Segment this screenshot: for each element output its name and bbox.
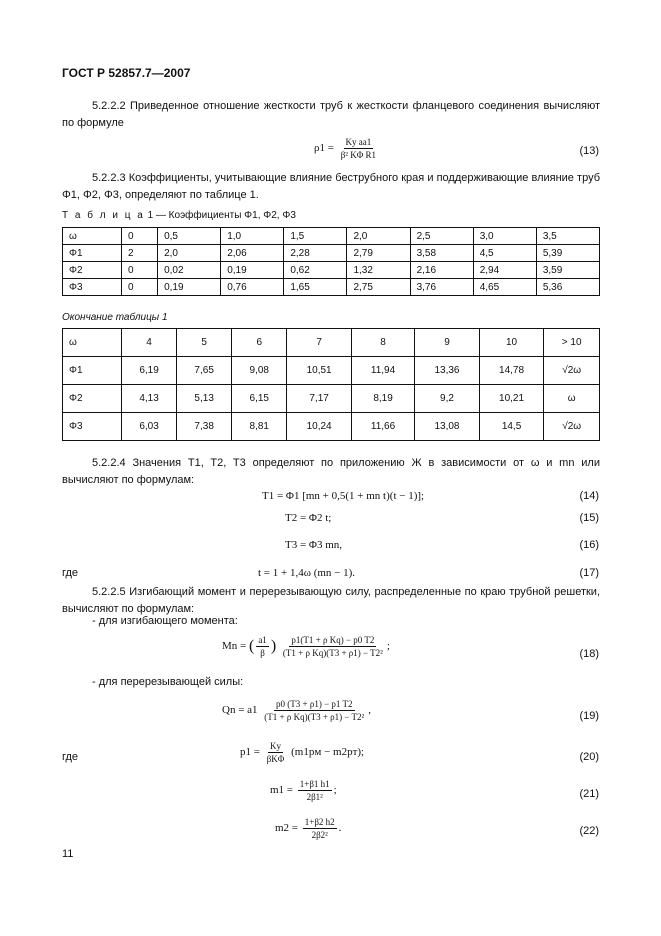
shear-label: - для перерезывающей силы:: [92, 676, 244, 688]
table-cell: 5,36: [536, 279, 599, 296]
table-cell: 10: [479, 329, 544, 357]
table-cell: 3,58: [410, 245, 473, 262]
table-cell: 0: [122, 228, 158, 245]
equation-15: T2 = Φ2 t;: [285, 512, 332, 524]
table-cell: 8,81: [232, 413, 287, 441]
table-cell: 2: [122, 245, 158, 262]
table-cell: 5,13: [177, 385, 232, 413]
table-row: [63, 329, 600, 357]
table-cell: 7,38: [177, 413, 232, 441]
table-cell: 6,15: [232, 385, 287, 413]
table-cell: 0,62: [284, 262, 347, 279]
table1-caption-prefix: Т а б л и ц а: [62, 210, 145, 221]
eq15-number: (15): [579, 512, 599, 524]
table-row: [63, 279, 600, 296]
table-cell: ω: [63, 228, 122, 245]
table-cell: 8,19: [351, 385, 414, 413]
eq18-f2-denominator: (T1 + ρ Kq)(T3 + ρ1) − T2²: [282, 648, 383, 658]
where-label-17: где: [62, 567, 79, 579]
eq19-lhs: Qn = a1: [222, 704, 258, 717]
eq22-number: (22): [579, 825, 599, 837]
table-cell: 1,32: [347, 262, 410, 279]
table-cell: 2,94: [473, 262, 536, 279]
table-cell: 6,19: [122, 357, 177, 385]
table-cell: ω: [63, 329, 122, 357]
table-cell: 7,17: [287, 385, 352, 413]
eq16-number: (16): [579, 539, 599, 551]
table-cell: 0,02: [158, 262, 221, 279]
eq19-denominator: (T1 + ρ Kq)(T3 + ρ1) − T2²: [264, 712, 365, 722]
table-cell: 13,08: [415, 413, 480, 441]
table-cell: 3,5: [536, 228, 599, 245]
table-cell: 0: [122, 262, 158, 279]
eq22-lhs: m2 =: [275, 822, 299, 835]
paragraph-5223: 5.2.2.3 Коэффициенты, учитывающие влияние беструбного края и поддерживающие влияние труб Φ1, Φ2, Φ3, определяют по таблице 1.: [62, 172, 600, 201]
table-cell: 11,66: [351, 413, 414, 441]
equation-16: T3 = Φ3 mn,: [285, 539, 343, 551]
table-cell: 0,76: [221, 279, 284, 296]
table-cell: 1,0: [221, 228, 284, 245]
table-cell: 7,65: [177, 357, 232, 385]
eq20-number: (20): [579, 751, 599, 763]
paragraph-5222: 5.2.2.2 Приведенное отношение жесткости труб к жесткости фланцевого соединения вычисляют по формуле: [62, 100, 600, 129]
equation-14: T1 = Φ1 [mn + 0,5(1 + mn t)(t − 1)];: [262, 490, 425, 502]
eq14-number: (14): [579, 490, 599, 502]
table-cell: 8: [351, 329, 414, 357]
table-cell: 4,65: [473, 279, 536, 296]
eq21-lhs: m1 =: [270, 784, 294, 797]
table-cell: √2ω: [544, 357, 600, 385]
table-cell: 9,2: [415, 385, 480, 413]
table-cell: 9,08: [232, 357, 287, 385]
table-cell: 1,5: [284, 228, 347, 245]
moment-label: - для изгибающего момента:: [92, 615, 238, 627]
table-cell: 2,0: [347, 228, 410, 245]
table1-continuation-caption: Окончание таблицы 1: [62, 312, 168, 323]
table-cell: 11,94: [351, 357, 414, 385]
document-header: ГОСТ Р 52857.7—2007: [62, 66, 191, 80]
eq20-rest: (m1pм − m2pт);: [291, 746, 365, 759]
equation-19: Qn = a1 $\frac{p0 (T3 + \rho 1) - p1 T2}{\text{(T1 + ρ Kq)(T3 + ρ1) − T2²}}$ ,: [222, 699, 372, 722]
table1-caption-rest: 1 — Коэффициенты Φ1, Φ2, Φ3: [147, 210, 296, 221]
table-cell: 10,21: [479, 385, 544, 413]
table-cell: Φ3: [63, 279, 122, 296]
table-cell: Φ2: [63, 385, 122, 413]
table-row: [63, 228, 600, 245]
table-cell: Φ1: [63, 357, 122, 385]
page-number: 11: [62, 848, 74, 860]
table-1: [62, 227, 600, 296]
table-cell: 10,24: [287, 413, 352, 441]
table-cell: 4,13: [122, 385, 177, 413]
eq13-number: (13): [579, 145, 599, 157]
table-row: [63, 385, 600, 413]
equation-21: m1 = $\frac{1+\beta 1 h1}{\text{2β1²}}$ ;: [270, 779, 337, 802]
eq22-numerator: 1+β2 h2: [304, 817, 335, 827]
eq21-denominator: 2β1²: [306, 792, 323, 802]
table-cell: 4: [122, 329, 177, 357]
table-cell: 2,0: [158, 245, 221, 262]
equation-18: Mn = ( $\frac{a1}{\beta}$ ) $\frac{\text{p1(T1 + ρ Kq) − p0 T2}}{\text{(T1 + ρ Kq)(T3 + ρ1) − T2²}}$ ;: [222, 635, 390, 658]
eq18-f1-denominator: β: [260, 648, 265, 658]
table-row: [63, 413, 600, 441]
table-cell: 5: [177, 329, 232, 357]
table-row: [63, 245, 600, 262]
paragraph-5224: 5.2.2.4 Значения T1, T2, T3 определяют по приложению Ж в зависимости от ω и mn или вычисляют по формулам:: [62, 457, 600, 486]
table-cell: Φ3: [63, 413, 122, 441]
table-cell: 0,5: [158, 228, 221, 245]
table-cell: 0,19: [158, 279, 221, 296]
table-cell: √2ω: [544, 413, 600, 441]
equation-13: [314, 136, 380, 161]
equation-17: t = 1 + 1,4ω (mn − 1).: [258, 567, 356, 579]
table-cell: 14,5: [479, 413, 544, 441]
table-cell: > 10: [544, 329, 600, 357]
eq18-f2-numerator: p1(T1 + ρ Kq) − p0 T2: [291, 635, 375, 645]
table-cell: 5,39: [536, 245, 599, 262]
table-cell: 14,78: [479, 357, 544, 385]
eq18-lhs: Mn =: [222, 640, 247, 653]
eq20-lhs: p1 =: [240, 746, 260, 759]
eq19-numerator: p0 (T3 + ρ1) − p1 T2: [276, 699, 353, 709]
table-cell: 2,28: [284, 245, 347, 262]
table-cell: 2,75: [347, 279, 410, 296]
table-cell: 3,0: [473, 228, 536, 245]
table-cell: 2,06: [221, 245, 284, 262]
table-row: [63, 357, 600, 385]
table-row: [63, 262, 600, 279]
table-cell: 0,19: [221, 262, 284, 279]
where-label-20: где: [62, 751, 79, 763]
eq13-denominator: β² KΦ R1: [340, 150, 377, 160]
eq13-numerator: Ky aa1: [345, 137, 372, 147]
table-cell: 6: [232, 329, 287, 357]
paragraph-5225: 5.2.2.5 Изгибающий момент и перерезывающую силу, распределенные по краю трубной решетки, вычисляют по формулам:: [62, 586, 600, 615]
eq20-numerator: Ky: [270, 741, 282, 751]
table-cell: 13,36: [415, 357, 480, 385]
eq21-numerator: 1+β1 h1: [299, 779, 330, 789]
eq18-number: (18): [579, 648, 599, 660]
table-cell: 2,16: [410, 262, 473, 279]
table-cell: Φ2: [63, 262, 122, 279]
table-cell: 9: [415, 329, 480, 357]
eq17-number: (17): [579, 567, 599, 579]
eq22-denominator: 2β2²: [311, 830, 328, 840]
eq18-f1-numerator: a1: [258, 635, 267, 645]
eq19-number: (19): [579, 710, 599, 722]
equation-22: m2 = $\frac{1+\beta 2 h2}{\text{2β2²}}$ .: [275, 817, 342, 840]
table-cell: Φ1: [63, 245, 122, 262]
table-cell: 1,65: [284, 279, 347, 296]
table-cell: 3,76: [410, 279, 473, 296]
table-cell: 7: [287, 329, 352, 357]
table-1-end: [62, 328, 600, 441]
eq13-lhs: ρ1 =: [314, 142, 334, 155]
table-cell: 4,5: [473, 245, 536, 262]
eq21-number: (21): [579, 788, 599, 800]
equation-20: [240, 740, 364, 765]
table-cell: 2,5: [410, 228, 473, 245]
table-cell: 6,03: [122, 413, 177, 441]
table-cell: 10,51: [287, 357, 352, 385]
eq20-denominator: βKΦ: [266, 754, 285, 764]
table-cell: 0: [122, 279, 158, 296]
table-cell: ω: [544, 385, 600, 413]
table-cell: 2,79: [347, 245, 410, 262]
table1-caption: [62, 210, 296, 221]
table-cell: 3,59: [536, 262, 599, 279]
